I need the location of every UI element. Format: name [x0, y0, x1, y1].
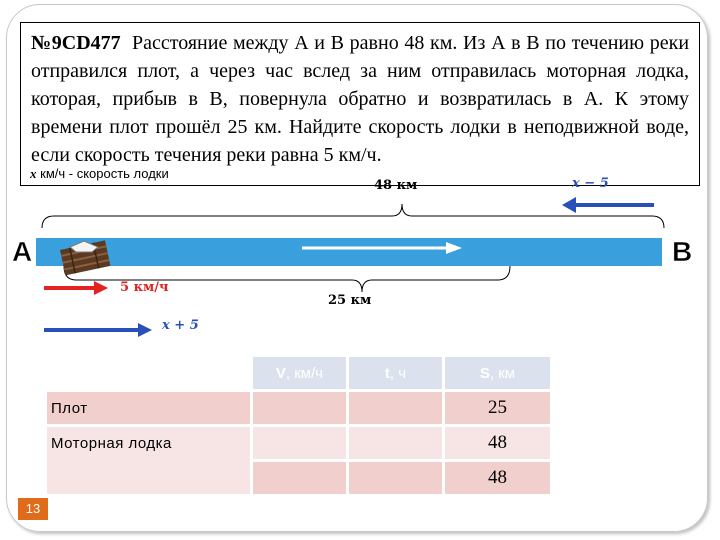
cell-s: 25	[445, 392, 550, 424]
cell-v[interactable]	[253, 427, 346, 459]
table-row	[47, 427, 550, 459]
variable-symbol: x	[30, 166, 37, 181]
row-name: Моторная лодка	[47, 427, 250, 494]
row-name: Плот	[47, 392, 250, 424]
header-s: S, км	[445, 357, 550, 389]
downstream-arrowhead	[138, 323, 152, 337]
distance-total-label: 48 км	[374, 178, 418, 193]
header-t: t, ч	[349, 357, 442, 389]
table-header-row	[47, 357, 550, 389]
river-flow-arrowhead	[446, 242, 462, 254]
data-table	[44, 354, 553, 497]
cell-s: 48	[445, 427, 550, 459]
cell-t[interactable]	[349, 462, 442, 494]
point-b-label: B	[672, 236, 693, 267]
upstream-arrowhead	[562, 197, 576, 213]
speed-downstream-label: x + 5	[162, 318, 199, 333]
current-arrowhead	[94, 281, 108, 295]
current-speed-label: 5 км/ч	[120, 280, 169, 295]
cell-s: 48	[445, 462, 550, 494]
boat-icon	[70, 241, 98, 252]
slide-number: 13	[18, 498, 48, 520]
cell-v[interactable]	[253, 462, 346, 494]
header-v: V, км/ч	[253, 357, 346, 389]
cell-t[interactable]	[349, 392, 442, 424]
point-a-label: A	[12, 236, 33, 267]
speed-upstream-label: x − 5	[572, 176, 609, 191]
distance-raft-label: 25 км	[328, 293, 372, 308]
table-row	[47, 392, 550, 424]
problem-text: Расстояние между А и В равно 48 км. Из А в В по течению реки отправился плот, а через час вслед за ним отправилась моторная лодка, которая, прибыв в В, повернула обратно и возвратилась в А. К этому времени плот прошёл 25 км. Найдите скорость лодки в неподвижной воде, если скорость течения реки равна 5 км/ч.	[31, 32, 690, 166]
header-blank	[47, 357, 250, 389]
problem-number: №9CD477	[31, 32, 121, 54]
cell-v[interactable]	[253, 392, 346, 424]
variable-description: км/ч - скорость лодки	[40, 166, 169, 181]
cell-t[interactable]	[349, 427, 442, 459]
